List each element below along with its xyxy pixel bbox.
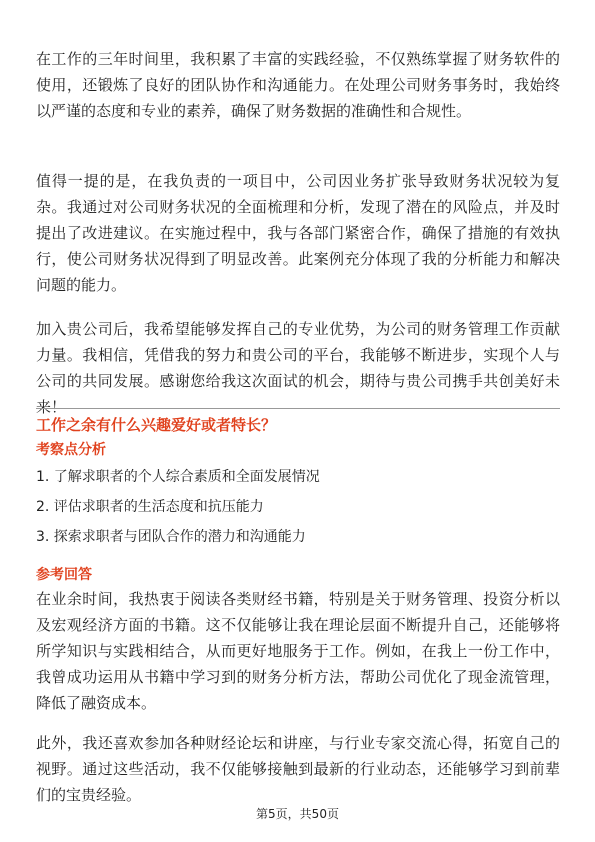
body-paragraph-case: 值得一提的是，在我负责的一项目中，公司因业务扩张导致财务状况较为复杂。我通过对公司财务状况的全面梳理和分析，发现了潜在的风险点，并及时提出了改进建议。在实施过程中，我与各部门紧密合作，确保了措施的有效执行，使公司财务状况得到了明显改善。此案例充分体现了我的分析能力和解决问题的能力。: [36, 172, 560, 294]
analysis-point: 1. 了解求职者的个人综合素质和全面发展情况: [36, 469, 320, 485]
body-paragraph-experience: 在工作的三年时间里，我积累了丰富的实践经验，不仅熟练掌握了财务软件的使用，还锻炼了良好的团队协作和沟通能力。在处理公司财务事务时，我始终以严谨的态度和专业的素养，确保了财务数据的准确性和合规性。: [36, 50, 560, 120]
answer-heading: 参考回答: [36, 567, 92, 583]
analysis-point: 2. 评估求职者的生活态度和抗压能力: [36, 499, 264, 515]
section-divider: [36, 408, 560, 409]
answer-paragraph-forums: 此外，我还喜欢参加各种财经论坛和讲座，与行业专家交流心得，拓宽自己的视野。通过这些活动，我不仅能够接触到最新的行业动态，还能够学习到前辈们的宝贵经验。: [36, 734, 560, 804]
analysis-heading: 考察点分析: [36, 442, 106, 458]
body-paragraph-closing: 加入贵公司后，我希望能够发挥自己的专业优势，为公司的财务管理工作贡献力量。我相信，凭借我的努力和贵公司的平台，我能够不断进步，实现个人与公司的共同发展。感谢您给我这次面试的机会，期待与贵公司携手共创美好未来！: [36, 320, 560, 416]
page-number: 第5页，共50页: [256, 807, 339, 821]
analysis-list: [36, 462, 320, 552]
answer-paragraph-reading: 在业余时间，我热衷于阅读各类财经书籍，特别是关于财务管理、投资分析以及宏观经济方面的书籍。这不仅能够让我在理论层面不断提升自己，还能够将所学知识与实践相结合，从而更好地服务于工作。例如，在我上一份工作中，我曾成功运用从书籍中学习到的财务分析方法，帮助公司优化了现金流管理，降低了融资成本。: [36, 590, 560, 712]
analysis-point: 3. 探索求职者与团队合作的潜力和沟通能力: [36, 529, 306, 545]
interview-question: 工作之余有什么兴趣爱好或者特长？: [36, 416, 277, 434]
